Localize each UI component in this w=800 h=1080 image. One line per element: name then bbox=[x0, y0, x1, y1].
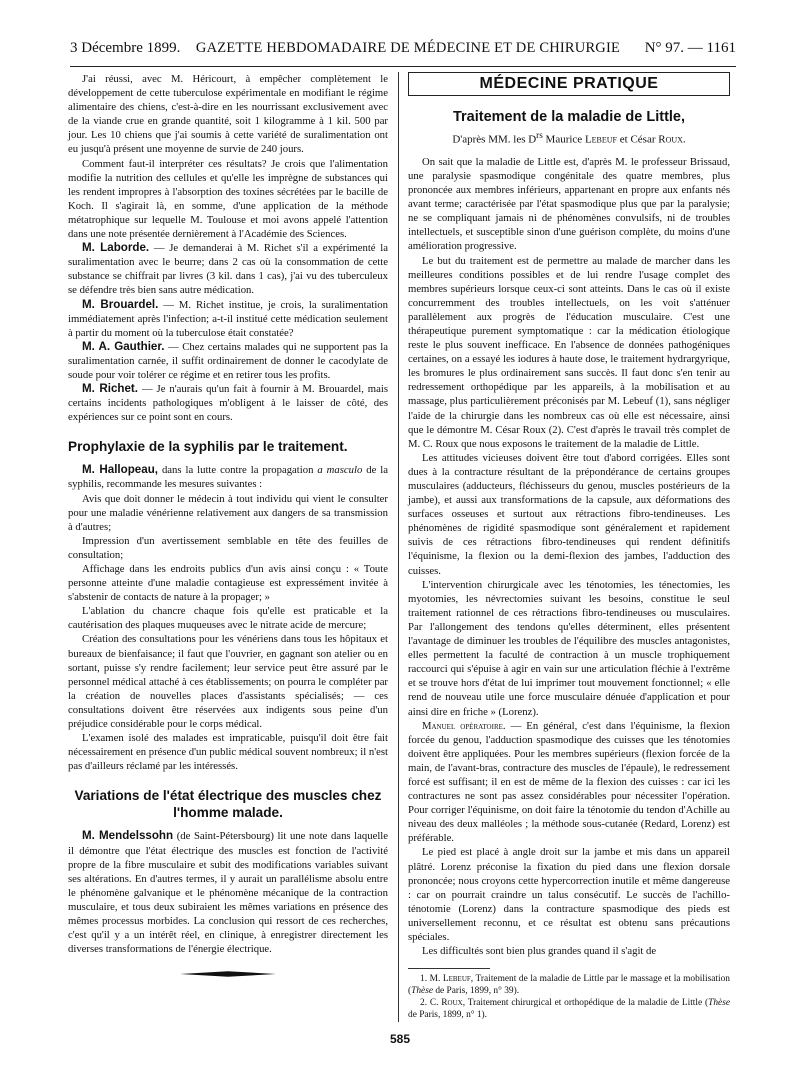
section-title-syphilis: Prophylaxie de la syphilis par le traitement. bbox=[68, 439, 348, 455]
byline-text: et César bbox=[617, 133, 659, 146]
header-issue-number: N° 97. — 1161 bbox=[644, 39, 736, 56]
footnote-text: , Traitement chirurgical et orthopédique de la maladie de Little ( bbox=[462, 998, 709, 1009]
article-title: Traitement de la maladie de Little, bbox=[452, 109, 686, 126]
byline-text: . bbox=[682, 133, 686, 146]
byline-text: Maurice bbox=[542, 133, 585, 146]
byline-sup: rs bbox=[536, 130, 543, 141]
syphilis-measure: Avis que doit donner le médecin à tout individu qui vient le consulter pour une maladie vénérienne relativement aux dangers de sa transmission à d'autres; bbox=[68, 492, 388, 533]
article-paragraph: Le pied est placé à angle droit sur la jambe et mis dans un appareil plâtré. Lorenz préconise la fixation du pied dans une flexion dorsale prononcée; nous croyons cette hypercorrection inutile et même dangereuse : car on pourrait craindre un talus consécutif. Le succès de l'achillo-ténotomie (Lorenz) dans la contracture spasmodique des pieds est universellement reconnu, et ce résultat est obtenu sans précautions spéciales. bbox=[408, 846, 730, 943]
paragraph-text: — En général, c'est dans l'équinisme, la flexion forcée du genou, l'adduction spasmodique des cuisses que les ténotomies doivent être appliquées. Pour les membres supérieurs (flexion forcée de la main, de l'avant-bras, contracture des muscles de l'épaule), le redressement forcé est suffisant; il en est de même de la flexion des cuisses : car ici les contractures ne sont pas assez considérables pour nécessiter l'opération. Pour corriger l'équinisme, on doit faire la ténotomie du tendon d'Achille au niveau des deux malléoles ; la méthode sous-cutanée (Redard, Lorenz) est préférable. bbox=[408, 719, 730, 845]
remark-text: — Je n'aurais qu'un fait à fournir à M. Brouardel, mais certains incidents pathologiques m'obligent à le laisser de côté, des expériences sur ce point sont en cours. bbox=[68, 383, 388, 424]
paragraph-text: (de Saint-Pétersbourg) lit une note dans laquelle il démontre que l'état électrique des muscles est fonction de l'activité propre de la fibre musculaire et subit des modifications variables suivant ses altérations. En d'autres termes, il y aurait un parallélisme absolu entre le phénomène galvanique et le phénomène mécanique de la contraction musculaire, et tous deux subiraient les mêmes variations en présence des mêmes processus morbides. La conclusion qui ressort de ces recherches, c'est qu'il y a un intérêt réel, en clinique, à enregistrer directement les diverses transformations de l'énergie électrique. bbox=[68, 830, 389, 956]
byline-text: D'après MM. les D bbox=[452, 133, 537, 146]
richet-paragraph-2: Comment faut-il interpréter ces résultats? Je crois que l'alimentation modifie la nutrition des cellules et qu'elle les imprègne de substances qui les rendent impropres à l'absorption des toxines sécrétées par le bacille de Koch. Il s'agirait là, en somme, d'une application de la méthode métatrophique sur lequelle M. Toulouse et moi avons appelé l'attention dans une note présentée dernièrement à l'Académie des Sciences. bbox=[68, 157, 388, 241]
right-column bbox=[408, 72, 730, 1021]
speaker-name: M. Laborde. bbox=[82, 241, 150, 255]
header-date: 3 Décembre 1899. bbox=[70, 39, 181, 56]
footnote-italic: Thèse bbox=[708, 998, 730, 1009]
author-name: Roux bbox=[658, 133, 683, 146]
article-paragraph: On sait que la maladie de Little est, d'après M. le professeur Brissaud, une paralysie spasmodique congénitale des quatre membres, plus prononcée aux membres inférieurs, appartenant en propre aux enfants nés avant terme; caractérisée par l'état spasmodique plus que par la paralysie; ne se compliquant jamais ni de phénomènes convulsifs, ni de troubles intellectuels, et susceptible sinon d'une guérison complète, du moins d'une amélioration progressive. bbox=[408, 155, 730, 253]
article-paragraph: L'intervention chirurgicale avec les ténotomies, les ténectomies, les myotomies, les névrectomies suivant les besoins, constitue le seul traitement rationnel de ces rétractions fibro-tendineuses ou musculaires. Par l'allongement des tendons qu'elles déterminent, elles présentent l'avantage de diminuer les troubles de l'équilibre des muscles antagonistes, elles permettent la faculté de contraction à un muscle trophiquement raccourci qui s'épuise à agir en vain sur une articulation fléchie à l'extrême et se trouve hors d'état de lui imprimer tout mouvement fonctionnel; « elle rend de nouveau utile une force musculaire dénuée d'application et pour ainsi dire en friche » (Lorenz). bbox=[408, 578, 730, 718]
header-journal-title: GAZETTE HEBDOMADAIRE DE MÉDECINE ET DE CHIRURGIE bbox=[195, 39, 621, 56]
article-paragraph: Les attitudes vicieuses doivent être tout d'abord corrigées. Elles sont dues à la contracture résultant de la prépondérance de certains groupes musculaires (adducteurs, fléchisseurs du genou, muscles postérieurs de la jambe), et aussi aux transformations de la capsule, aux déformations des surfaces osseuses et surtout aux rétractions fibro-tendineuses. Les phénomènes de rigidité spasmodique sont généralement et rapidement suivis de ces rétractions fibro-tendineuses qui rendent définitifs l'équinisme, la flexion ou la demi-flexion des jambes, l'adduction des cuisses. bbox=[408, 451, 730, 577]
speaker-name: M. Hallopeau, bbox=[82, 463, 158, 477]
footnote-1 bbox=[408, 973, 730, 997]
footnote-text: de Paris, 1899, n° 39). bbox=[433, 986, 520, 997]
running-header bbox=[70, 30, 736, 67]
footnote-text: 2. C. bbox=[420, 998, 442, 1009]
syphilis-measure: Affichage dans les endroits publics d'un avis ainsi conçu : « Toute personne atteinte d'une maladie contagieuse est expressément invitée à s'abstenir de contacts de nature à la propager; » bbox=[68, 563, 388, 604]
author-name: Lebeuf bbox=[584, 133, 618, 146]
article-paragraph: Les difficultés sont bien plus grandes quand il s'agit de bbox=[422, 945, 657, 958]
section-title-muscles: Variations de l'état électrique des muscles chez l'homme malade. bbox=[74, 788, 382, 821]
column-divider bbox=[398, 72, 399, 1022]
footnote-text: de Paris, 1899, n° 1). bbox=[408, 1010, 488, 1021]
brouardel-remark bbox=[68, 298, 388, 340]
footnote-author: Lebeuf bbox=[442, 974, 471, 985]
left-column bbox=[68, 72, 388, 978]
section-header-medecine-pratique: MÉDECINE PRATIQUE bbox=[408, 72, 730, 96]
intro-text: de la syphilis, recommande les mesures suivantes : bbox=[68, 464, 388, 491]
end-ornament bbox=[180, 970, 276, 978]
hallopeau-intro bbox=[68, 463, 388, 491]
richet-remark bbox=[68, 382, 388, 424]
syphilis-measure: L'ablation du chancre chaque fois qu'elle est praticable et la cautérisation des plaques muqueuses avec le nitrate acide de mercure; bbox=[68, 605, 388, 632]
syphilis-measure: Impression d'un avertissement semblable en tête des feuilles de consultation; bbox=[68, 534, 388, 561]
speaker-name: M. A. Gauthier. bbox=[82, 339, 165, 353]
remark-text: — M. Richet institue, je crois, la suralimentation immédiatement après l'infection; a-t-il institué cette médication seulement à partir du moment où la tuberculose était constatée? bbox=[68, 298, 388, 339]
paragraph-label: Manuel opératoire. bbox=[422, 719, 506, 732]
richet-paragraph-1: J'ai réussi, avec M. Héricourt, à empêcher complètement le développement de cette tuberculose expérimentale en modifiant le régime alimentaire des chiens, c'est-à-dire en les nourrissant exclusivement avec de la viande crue en grande quantité, soit 1 kilogramme à 1 kil. 500 par jour. Les 10 chiens que j'ai soumis à cette variété de suralimentation ont eu jusqu'à présent une moyenne de survie de 240 jours. bbox=[68, 73, 388, 156]
article-paragraph-manuel bbox=[408, 719, 730, 846]
footnote-2 bbox=[408, 997, 730, 1021]
speaker-name: M. Brouardel. bbox=[82, 297, 159, 311]
speaker-name: M. Richet. bbox=[82, 382, 139, 396]
intro-italic: a masculo bbox=[317, 464, 363, 477]
footnote-text: , Traitement de la maladie de Little par le massage et la mobilisation ( bbox=[408, 974, 730, 997]
mendelssohn-paragraph bbox=[68, 829, 388, 956]
remark-text: — Chez certains malades qui ne supportent pas la suralimentation carnée, il suffit ordinairement de donner le cacodylate de soude pour voir tolérer ce régime et en retirer tous les profits. bbox=[68, 340, 388, 381]
article-byline bbox=[408, 128, 730, 147]
speaker-name: M. Mendelssohn bbox=[82, 829, 174, 843]
article-paragraph: Le but du traitement est de permettre au malade de marcher dans les meilleures conditions possibles et de lui rendre l'usage complet des membres supérieurs lorsque ceux-ci sont atteints. Dans le cas où il existe concurremment des troubles intellectuels, on les voit s'atténuer parallèlement aux progrès de l'éducation musculaire. C'est une thérapeutique purement symptomatique : car la médication étiologique reste le plus souvent inefficace. En l'absence de données pathogéniques certaines, on a essayé les iodures à haute dose, le traitement hydrargyrique, les bromures le plus ordinairement sans succès. Il faut donc s'en tenir au redressement orthopédique par les appareils, à la mobilisation et au massage, plus particulièrement préconisés par M. Lebeuf (1), sans négliger l'aide de la chirurgie dans les nombreux cas où elle est nécessaire, ainsi que le démontre M. César Roux (2). C'est d'après le travail très complet de M. C. Roux que nous exposons le traitement de la maladie de Little. bbox=[408, 254, 730, 450]
intro-text: dans la lutte contre la propagation bbox=[158, 464, 318, 477]
footnote-author: Roux bbox=[441, 998, 463, 1009]
syphilis-measure: Création des consultations pour les vénériens dans tous les hôpitaux et bureaux de bienfaisance; il faut que l'ouvrier, en gagnant son atelier ou en sortant, puisse s'y rendre facilement; leur service peut être assuré par le personnel médical attaché à ces établissements; on pourra le compléter par la création de nouvelles places d'assistants spécialisés; — ces consultations doivent être réservées aux indigents sous peine d'un préjudice considérable pour le corps médical. bbox=[68, 633, 388, 731]
laborde-remark bbox=[68, 241, 388, 297]
gauthier-remark bbox=[68, 340, 388, 382]
footnote-italic: Thèse bbox=[411, 986, 433, 997]
footnote-text: 1. M. bbox=[420, 974, 443, 985]
page-number: 585 bbox=[389, 1032, 411, 1046]
remark-text: — Je demanderai à M. Richet s'il a expérimenté la suralimentation avec le beurre; dans 2 cas où la consommation de cette substance se chiffrait par livres (3 kil. dans 1 cas), j'ai vu des tuberculeux se défendre très bien sans autre médication. bbox=[68, 242, 388, 297]
syphilis-measure: L'examen isolé des malades est impraticable, puisqu'il doit être fait nécessairement en présence d'un public médical souvent nombreux; il n'est pas d'ailleurs réclamé par les intéressés. bbox=[68, 732, 388, 773]
